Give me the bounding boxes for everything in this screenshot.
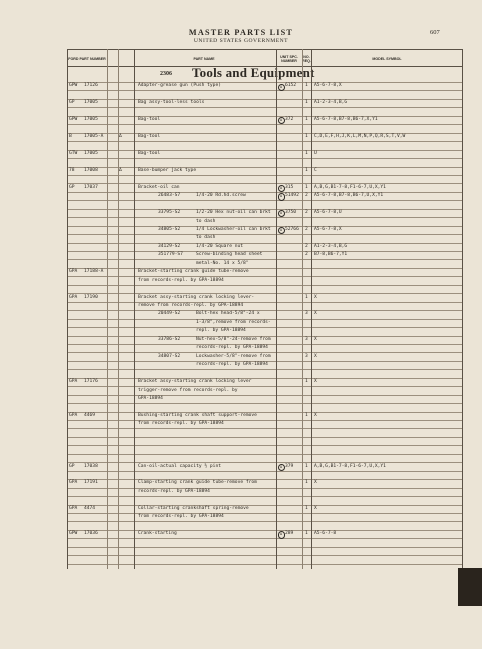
circled-letter-icon: A [278,531,285,538]
sub-part-number: 34805-S2 [158,226,181,232]
part-name: Bracket assy-starting crank locking lever- [138,294,255,300]
row-rule [67,564,462,565]
row-rule [67,310,462,311]
sub-part-name: repl. by GPA-18894 [196,328,246,334]
row-rule [67,99,462,100]
col-no-req: NO. REQ. [302,54,311,63]
sub-part-name: records-repl. by GPA-18894 [196,345,268,351]
row-rule [67,403,462,404]
part-number: 4474 [84,505,96,511]
model-symbols: A1-2-3-4,B,G [314,100,348,106]
quantity: 1 [305,294,308,300]
row-rule [67,386,462,387]
row-rule [67,259,462,260]
sub-part-name: to dash [196,235,216,241]
model-symbols: X [314,412,317,418]
part-prefix: GPA [69,379,78,385]
model-symbols: X [314,480,317,486]
column-rule [311,49,312,569]
row-rule [67,107,462,108]
row-rule [67,285,462,286]
row-rule [67,428,462,429]
page-title: MASTER PARTS LIST [188,28,294,37]
part-name: Crank-starting [138,531,177,537]
model-symbols: X [314,294,317,300]
row-rule [67,302,462,303]
part-prefix: GPA [69,480,78,486]
unit-spec-number: 379 [285,463,294,469]
row-rule [67,116,462,117]
part-name: Bag-tool [138,117,161,123]
part-name: trigger-remove from records-repl. by [138,387,238,393]
row-rule [67,141,462,142]
part-number: 17126 [84,83,98,89]
quantity: 2 [305,193,308,199]
quantity: 2 [305,226,308,232]
part-number: 17008 [84,167,98,173]
part-name: Bushing-starting crank shaft support-remove [138,412,257,418]
unit-spec-number: 289 [285,531,294,537]
sub-part-name: 1/4-20 Rd.hd.screw [196,193,246,199]
part-name: Can-oil-actual capacity ½ pint [138,463,221,469]
part-name: Bag assy-tool-less tools [138,100,205,106]
row-rule [67,327,462,328]
quantity: 3 [305,353,308,359]
part-name: Base-bumper jack type [138,167,197,173]
sub-part-name: Bolt-hex head-5/8"-24 x [196,311,260,317]
model-symbols: A5-6-7-8 [314,531,337,537]
row-rule [67,150,462,151]
column-rule [67,49,68,569]
sub-part-name: records-repl. by GPA-18894 [196,362,268,368]
column-rule [276,49,277,569]
row-rule [67,158,462,159]
page-subtitle: UNITED STATES GOVERNMENT [193,38,289,44]
model-symbols: A5-6-7-8,X [314,226,342,232]
part-number: 17005 [84,150,98,156]
quantity: 1 [305,83,308,89]
row-rule [67,437,462,438]
row-rule [67,276,462,277]
part-prefix: 78 [69,167,75,173]
row-rule [67,175,462,176]
row-rule [67,234,462,235]
row-rule [67,513,462,514]
row-rule [67,479,462,480]
unit-spec-number: 6152 [285,83,297,89]
model-symbols: X [314,379,317,385]
part-number: 17191 [84,480,98,486]
model-symbols: C [314,167,317,173]
model-symbols: A,B,G,B1-7-8,F1-6-7,U,X,Y1 [314,184,386,190]
part-prefix: GP [69,100,75,106]
row-rule [67,538,462,539]
model-symbols: A5-6-7-8,B7-8,B6-7,U,X,Y1 [314,193,384,199]
quantity: 1 [305,531,308,537]
row-rule [67,217,462,218]
column-rule [134,49,135,569]
unit-spec-number: 51492 [285,193,299,199]
sub-part-name: metal-No. 14 x 5/8" [196,260,249,266]
part-number: 17036 [84,531,98,537]
sub-part-number: 20449-S2 [158,311,181,317]
sub-part-name: 1/2-20 Hex nut-oil can brkt [196,210,271,216]
part-prefix: GTW [69,150,78,156]
quantity: 1 [305,412,308,418]
quantity: 3 [305,311,308,317]
row-rule [67,462,462,463]
row-rule [67,192,462,193]
row-rule [67,547,462,548]
model-symbols: A5-6-7-8,B7-8,B6-7,X,Y1 [314,117,378,123]
sub-part-name: Screw-binding head sheet [196,252,263,258]
quantity: 3 [305,336,308,342]
part-prefix: GP [69,184,75,190]
sub-part-number: 33786-S2 [158,336,181,342]
quantity: 1 [305,184,308,190]
sub-part-number: 26483-S7 [158,193,181,199]
model-symbols: X [314,505,317,511]
row-rule [67,183,462,184]
model-symbols: X [314,353,317,359]
part-number: 17190 [84,294,98,300]
row-rule [67,454,462,455]
column-rule [118,49,119,569]
model-symbols: A5-6-7-8,U [314,210,342,216]
col-part-name: PART NAME [193,56,215,61]
quantity: 2 [305,252,308,258]
unit-spec-number: 315 [285,184,294,190]
unit-spec-number: 3750 [285,210,297,216]
part-name: GPA-18894 [138,395,163,401]
part-prefix: GPA [69,294,78,300]
model-symbols: A1-2-3-4,B,G [314,243,348,249]
model-symbols: C,D,E,F,H,J,K,L,M,N,P,Q,R,S,T,V,W [314,134,406,139]
part-name: Clamp-starting crank guide tube-remove from [138,480,257,486]
quantity: 1 [305,463,308,469]
column-rule [107,49,108,569]
model-symbols: X [314,311,317,317]
part-number: 17176 [84,379,98,385]
sub-part-name: to dash [196,218,216,224]
row-rule [67,395,462,396]
part-number: 4469 [84,412,96,418]
row-rule [67,521,462,522]
row-rule [67,445,462,446]
row-rule [67,530,462,531]
page-number: 607 [430,29,440,36]
section-title: Tools and Equipment [192,65,315,80]
row-rule [67,488,462,489]
quantity: 1 [305,505,308,511]
sub-part-name: 1-3/8",remove from records- [196,319,271,325]
model-symbols: U [314,150,317,156]
model-symbols: A5-6-7-8,X [314,83,342,89]
sub-part-name: Lockwasher-5/8"-remove from [196,353,271,359]
part-prefix: GPW [69,83,78,89]
row-rule [67,200,462,201]
part-name: from records-repl. by GPA-18894 [138,514,224,520]
part-name: Bracket-oil can [138,184,180,190]
circled-letter-icon: A [278,227,285,234]
part-name: Bracket-starting crank guide tube-remove [138,269,249,275]
sub-part-number: 351779-S7 [158,252,183,258]
part-number: 17005 [84,100,98,106]
sub-part-name: 1/4 Lockwasher-oil can brkt [196,226,271,232]
part-name: Bag-tool [138,150,161,156]
circled-letter-icon: A [278,185,285,192]
quantity: 1 [305,117,308,123]
column-header-rule [67,66,462,67]
row-rule [67,124,462,125]
circled-letter-icon: A [278,464,285,471]
page-edge-tab [458,568,482,606]
col-ford-part-number: FORD PART NUMBER [68,56,106,61]
part-number: 17005 [84,117,98,123]
part-name: from records-repl. by GPA-18894 [138,277,224,283]
unit-spec-number: 52766 [285,226,299,232]
col-model-symbol: MODEL SYMBOL [372,56,402,61]
circled-letter-icon: A [278,84,285,91]
quantity: 1 [305,134,308,139]
sub-part-number: 34129-S2 [158,243,181,249]
quantity: 1 [305,379,308,385]
part-number: 17188-A [84,269,104,275]
quantity: 1 [305,150,308,156]
model-symbols: A,B,G,B1-7-8,F1-6-7,U,X,Y1 [314,463,386,469]
part-number: 17038 [84,463,98,469]
sub-part-number: 33795-S2 [158,210,181,216]
part-prefix: GPA [69,505,78,511]
quantity: 2 [305,243,308,249]
row-rule [67,378,462,379]
quantity: 1 [305,100,308,106]
part-prefix: GPA [69,269,78,275]
row-rule [67,90,462,91]
col-unit-spec-number: UNIT SPC. NUMBER [280,54,298,63]
part-number: 17037 [84,184,98,190]
part-name: Adapter-grease gun (Push type) [138,83,221,89]
change-mark: Δ [119,134,122,139]
row-rule [67,293,462,294]
part-prefix: GPW [69,117,78,123]
part-name: Collar-starting crankshaft spring-remove [138,505,249,511]
column-rule [302,49,303,569]
change-mark: Δ [119,167,122,173]
quantity: 1 [305,167,308,173]
quantity: 2 [305,210,308,216]
circled-letter-icon: A [278,117,285,124]
part-name: records-repl. by GPA-18894 [138,488,210,494]
section-code: 2306 [160,71,172,77]
row-rule [67,555,462,556]
part-name: remove from records-repl. by GPA-18894 [138,303,244,308]
row-rule [67,268,462,269]
row-rule [67,505,462,506]
part-name: from records-repl. by GPA-18894 [138,421,224,427]
part-prefix: GP [69,463,75,469]
sub-part-name: 1/4-20 Square nut [196,243,244,249]
quantity: 1 [305,480,308,486]
circled-letter-icon: A [278,210,285,217]
header-rule [67,49,462,50]
row-rule [67,167,462,168]
column-rule [462,49,463,569]
part-number: 17005-A [84,134,104,139]
model-symbols: X [314,336,317,342]
part-name: Bracket assy-starting crank locking lever [138,379,252,385]
row-rule [67,412,462,413]
row-rule [67,82,462,83]
row-rule [67,496,462,497]
row-rule [67,251,462,252]
unit-spec-number: 372 [285,117,294,123]
sub-part-number: 34807-S2 [158,353,181,359]
row-rule [67,471,462,472]
part-prefix: GPA [69,412,78,418]
part-prefix: GPW [69,531,78,537]
row-rule [67,243,462,244]
model-symbols: B7-8,B6-7,Y1 [314,252,348,258]
circled-letter-icon: A [278,193,285,200]
row-rule [67,420,462,421]
part-name: Bag-tool [138,134,161,139]
row-rule [67,369,462,370]
sub-part-name: Nut-hex-5/8"-24-remove from [196,336,271,342]
part-prefix: B [69,134,72,139]
